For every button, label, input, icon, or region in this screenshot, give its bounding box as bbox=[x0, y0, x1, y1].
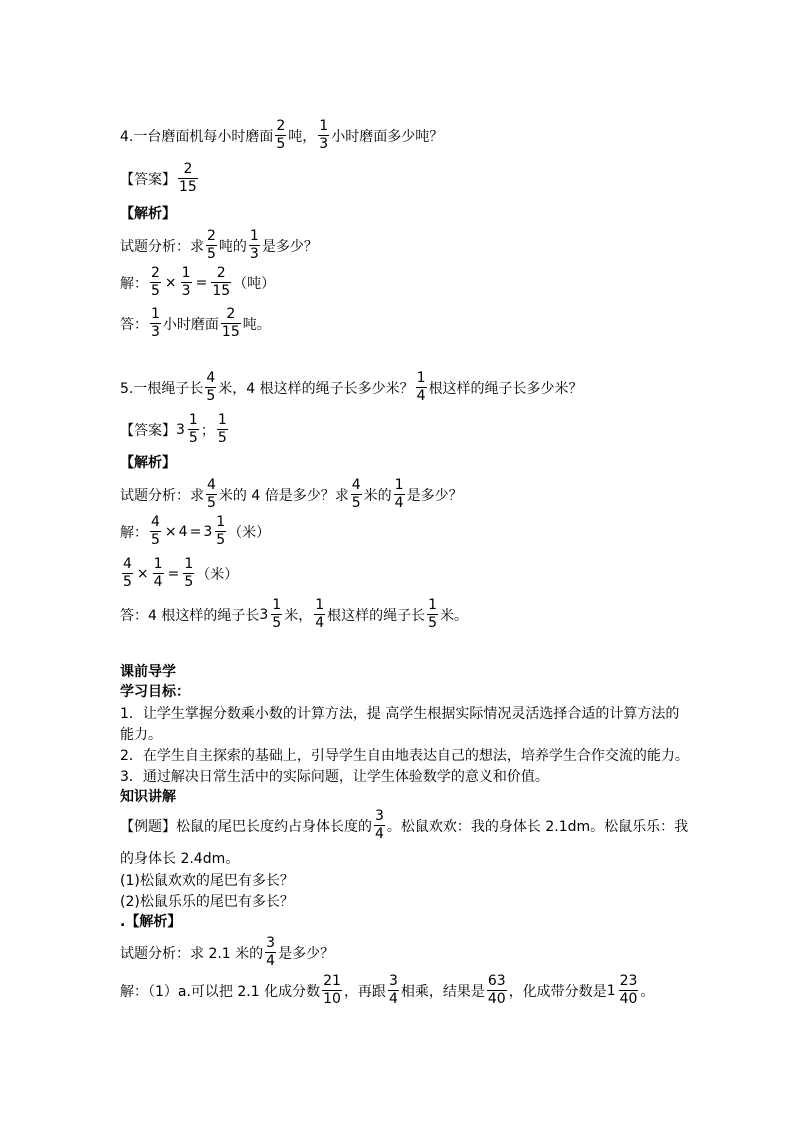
section-title: 课前导学 bbox=[120, 664, 176, 680]
example-label: 【例题】 bbox=[120, 818, 176, 835]
q5-final-answer bbox=[120, 597, 468, 632]
analysis-text: 米的 bbox=[363, 487, 392, 504]
fraction: $\frac{3}{4}$ bbox=[375, 808, 384, 842]
fraction: $\frac{4}{5}$ bbox=[207, 477, 216, 511]
fraction: $\frac{2}{15}$ bbox=[221, 306, 240, 340]
fraction: $\frac{4}{5}$ bbox=[123, 556, 132, 590]
solution-label: 解： bbox=[120, 275, 148, 292]
analysis-text: 是多少？ bbox=[261, 238, 318, 255]
fraction: $\frac{1}{4}$ bbox=[394, 477, 404, 511]
q5-analysis bbox=[120, 477, 463, 512]
example-analysis-label: .【解析】 bbox=[120, 914, 182, 930]
fraction: $\frac{1}{3}$ bbox=[181, 265, 191, 299]
example-line-2: 的身体长 2.4dm。 bbox=[120, 851, 240, 867]
fraction: $\frac{1}{3}$ bbox=[151, 306, 160, 340]
q5-question bbox=[120, 370, 583, 405]
fraction: $\frac{1}{3}$ bbox=[249, 228, 259, 262]
unit: （米） bbox=[228, 524, 271, 541]
q5-answer bbox=[120, 412, 230, 447]
fraction: $\frac{2}{5}$ bbox=[276, 118, 286, 152]
fraction: $\frac{1}{4}$ bbox=[153, 556, 163, 590]
analysis-text: 米的 4 倍是多少？求 bbox=[218, 487, 349, 504]
answer-text: 吨。 bbox=[242, 316, 271, 333]
example-text: 松鼠的尾巴长度约占身体长度的 bbox=[176, 818, 372, 835]
knowledge-title: 知识讲解 bbox=[120, 789, 176, 805]
example-text: 。松鼠欢欢：我的身体长 2.1dm。松鼠乐乐：我 bbox=[386, 818, 689, 835]
analysis-text: 是多少？ bbox=[406, 487, 463, 504]
q4-answer bbox=[120, 161, 200, 196]
fraction: $\frac{1}{5}$ bbox=[217, 412, 227, 446]
fraction: $\frac{1}{5}$ bbox=[428, 597, 438, 631]
fraction: $\frac{63}{40}$ bbox=[487, 973, 506, 1007]
fraction: $\frac{1}{4}$ bbox=[315, 597, 325, 631]
answer-label: 答： bbox=[120, 316, 148, 333]
answer-text: 米， bbox=[284, 607, 313, 624]
example-analysis bbox=[120, 935, 334, 970]
fraction: $\frac{1}{3}$ bbox=[319, 118, 329, 152]
example-question-2: (2)松鼠乐乐的尾巴有多长？ bbox=[120, 894, 294, 910]
unit: （米） bbox=[196, 566, 239, 583]
q5-mid: 米，4 根这样的绳子长多少米？ bbox=[218, 380, 414, 397]
fraction: $\frac{2}{5}$ bbox=[207, 228, 216, 262]
unit: （吨） bbox=[233, 275, 276, 292]
analysis-text: 是多少？ bbox=[278, 945, 335, 962]
times-sign: × bbox=[164, 523, 177, 540]
q4-final-answer bbox=[120, 306, 271, 341]
q4-pre: 4.一台磨面机每小时磨面 bbox=[120, 128, 274, 145]
fraction: $\frac{4}{5}$ bbox=[351, 477, 361, 511]
times-sign: × bbox=[136, 565, 149, 582]
goal-1-line-2: 能力。 bbox=[120, 727, 162, 743]
mixed-number: 1 $\frac{23}{40}$ bbox=[606, 973, 638, 1007]
answer-text: 米。 bbox=[440, 607, 469, 624]
q4-question bbox=[120, 118, 443, 153]
q5-solution-1 bbox=[120, 514, 270, 549]
fraction: $\frac{3}{4}$ bbox=[266, 935, 276, 969]
example-solution bbox=[120, 973, 654, 1008]
times-sign: × bbox=[164, 274, 177, 291]
example-line-1 bbox=[120, 808, 688, 843]
q5-analysis-label: 【解析】 bbox=[120, 455, 176, 471]
mixed-number: 3 $\frac{1}{5}$ bbox=[203, 514, 226, 548]
equals-sign: = bbox=[167, 565, 180, 582]
goals-title: 学习目标： bbox=[120, 684, 190, 700]
q5-post: 根这样的绳子长多少米？ bbox=[428, 380, 583, 397]
answer-label: 【答案】 bbox=[120, 422, 176, 439]
example-question-1: (1)松鼠欢欢的尾巴有多长？ bbox=[120, 873, 294, 889]
q4-post: 小时磨面多少吨？ bbox=[331, 128, 444, 145]
solution-label: 解： bbox=[120, 524, 148, 541]
analysis-text: 试题分析：求 2.1 米的 bbox=[120, 945, 264, 962]
fraction: $\frac{2}{15}$ bbox=[179, 161, 197, 195]
fraction: $\frac{3}{4}$ bbox=[388, 973, 398, 1007]
mixed-number: 3 $\frac{1}{5}$ bbox=[259, 597, 282, 631]
goal-1-line-1: 1．让学生掌握分数乘小数的计算方法，提 高学生根据实际情况灵活选择合适的计算方法的 bbox=[120, 706, 680, 722]
solution-text: 相乘，结果是 bbox=[400, 983, 485, 1000]
fraction: $\frac{2}{15}$ bbox=[212, 265, 231, 299]
fraction: $\frac{1}{5}$ bbox=[184, 556, 194, 590]
analysis-text: 试题分析：求 bbox=[120, 238, 204, 255]
q5-pre: 5.一根绳子长 bbox=[120, 380, 204, 397]
fraction: $\frac{4}{5}$ bbox=[206, 370, 216, 404]
fraction: $\frac{21}{10}$ bbox=[323, 973, 341, 1007]
solution-text: 解：（1）a.可以把 2.1 化成分数 bbox=[120, 983, 321, 1000]
q4-analysis bbox=[120, 228, 318, 263]
goal-2: 2．在学生自主探索的基础上，引导学生自由地表达自己的想法，培养学生合作交流的能力。 bbox=[120, 748, 689, 764]
solution-text: 。 bbox=[640, 983, 655, 1000]
analysis-text: 试题分析：求 bbox=[120, 487, 204, 504]
mixed-number: 3 $\frac{1}{5}$ bbox=[176, 412, 198, 446]
q4-mid: 吨， bbox=[288, 128, 317, 145]
answer-text: 根这样的绳子长 bbox=[327, 607, 426, 624]
answer-text: 小时磨面 bbox=[162, 316, 219, 333]
answer-label: 答：4 根这样的绳子长 bbox=[120, 607, 260, 624]
number: 4 bbox=[178, 523, 188, 540]
equals-sign: = bbox=[195, 274, 208, 291]
q4-solution bbox=[120, 265, 275, 300]
answer-label: 【答案】 bbox=[120, 171, 176, 188]
solution-text: ，化成带分数是 bbox=[508, 983, 607, 1000]
solution-text: ，再跟 bbox=[343, 983, 386, 1000]
equals-sign: = bbox=[189, 523, 202, 540]
goal-3: 3．通过解决日常生活中的实际问题，让学生体验数学的意义和价值。 bbox=[120, 769, 549, 785]
separator: ； bbox=[200, 422, 215, 439]
fraction: $\frac{1}{4}$ bbox=[416, 370, 426, 404]
fraction: $\frac{4}{5}$ bbox=[151, 514, 160, 548]
q5-solution-2 bbox=[120, 556, 238, 591]
analysis-text: 吨的 bbox=[218, 238, 247, 255]
q4-analysis-label: 【解析】 bbox=[120, 206, 176, 222]
fraction: $\frac{2}{5}$ bbox=[151, 265, 160, 299]
